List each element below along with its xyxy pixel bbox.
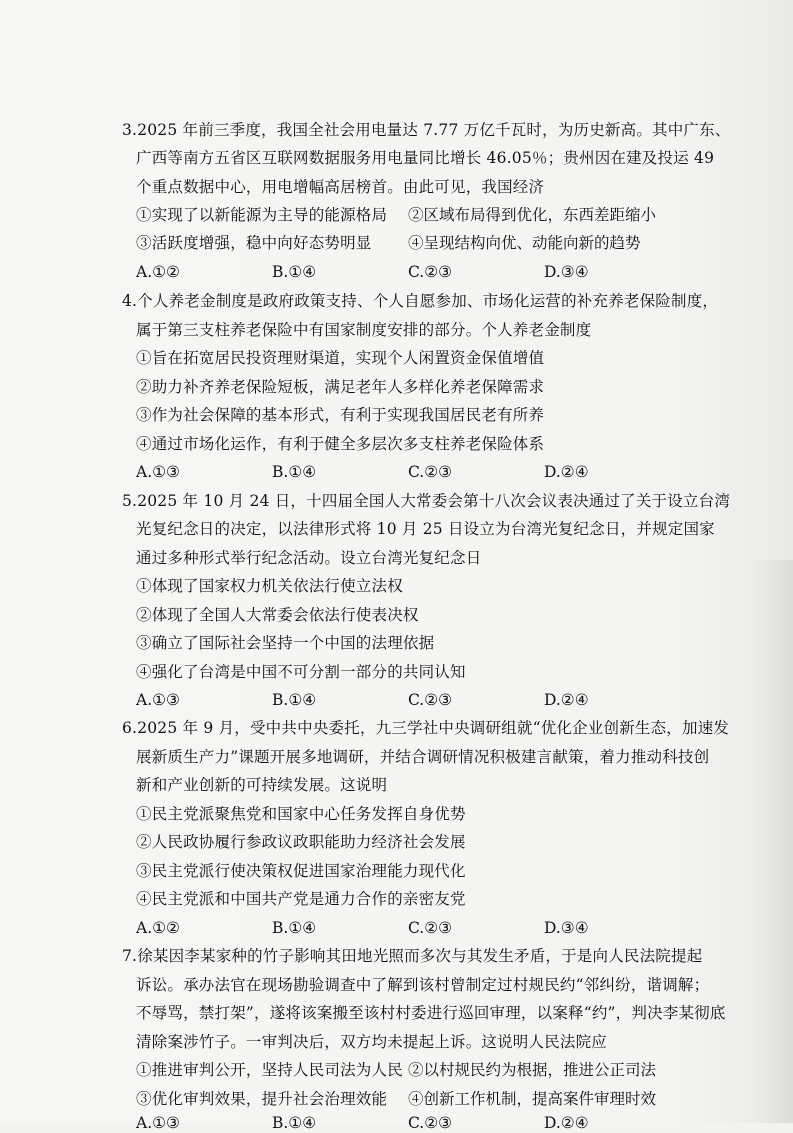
option-3: ③民主党派行使决策权促进国家治理能力现代化: [136, 862, 466, 880]
option-2: ②以村规民约为根据，推进公正司法: [408, 1061, 657, 1079]
option-4: ④通过市场化运作，有利于健全多层次多支柱养老保险体系: [136, 435, 545, 453]
choice-a: A.①③: [136, 463, 180, 481]
question-stem-line: 7.徐某因李某家种的竹子影响其田地光照而多次与其发生矛盾，于是向人民法院提起: [122, 947, 703, 965]
choice-d: D.②④: [544, 463, 589, 481]
option-4: ④创新工作机制，提高案件审理时效: [408, 1090, 657, 1108]
choice-b: B.①④: [272, 919, 317, 937]
option-1: ①实现了以新能源为主导的能源格局: [136, 206, 388, 224]
question-stem-line: 4.个人养老金制度是政府政策支持、个人自愿参加、市场化运营的补充养老保险制度，: [122, 292, 719, 310]
option-1: ①体现了国家权力机关依法行使立法权: [136, 577, 403, 595]
question-stem-line: 6.2025 年 9 月，受中共中央委托，九三学社中央调研组就“优化企业创新生态，加速发: [122, 719, 730, 737]
choice-c: C.②③: [408, 463, 453, 481]
option-4: ④民主党派和中国共产党是通力合作的亲密友党: [136, 890, 466, 908]
option-2: ②体现了全国人大常委会依法行使表决权: [136, 606, 419, 624]
option-3: ③作为社会保障的基本形式，有利于实现我国居民老有所养: [136, 406, 545, 424]
choice-a: A.①②: [136, 919, 180, 937]
page-edge-shadow: [753, 560, 793, 1123]
question-stem-line: 光复纪念日的决定，以法律形式将 10 月 25 日设立为台湾光复纪念日，并规定国家: [136, 520, 715, 538]
option-3: ③活跃度增强，稳中向好态势明显: [136, 234, 372, 252]
option-2: ②区域布局得到优化，东西差距缩小: [408, 206, 657, 224]
choice-d: D.②④: [544, 1114, 589, 1132]
choice-c: C.②③: [408, 263, 453, 281]
choice-d: D.②④: [544, 691, 589, 709]
choice-a: A.①③: [136, 1114, 180, 1132]
option-4: ④强化了台湾是中国不可分割一部分的共同认知: [136, 663, 466, 681]
question-stem-line: 属于第三支柱养老保险中有国家制度安排的部分。个人养老金制度: [136, 321, 592, 339]
choice-c: C.②③: [408, 1114, 453, 1132]
question-stem-line: 3.2025 年前三季度，我国全社会用电量达 7.77 万亿千瓦时，为历史新高。其中广东、: [122, 121, 731, 139]
choice-b: B.①④: [272, 463, 317, 481]
choice-b: B.①④: [272, 691, 317, 709]
option-4: ④呈现结构向优、动能向新的趋势: [408, 234, 641, 252]
option-2: ②助力补齐养老保险短板，满足老年人多样化养老保障需求: [136, 378, 545, 396]
option-1: ①民主党派聚焦党和国家中心任务发挥自身优势: [136, 805, 466, 823]
question-stem-line: 清除案涉竹子。一审判决后，双方均未提起上诉。这说明人民法院应: [136, 1033, 608, 1051]
option-3: ③优化审判效果，提升社会治理效能: [136, 1090, 388, 1108]
choice-d: D.③④: [544, 263, 589, 281]
question-stem-line: 广西等南方五省区互联网数据服务用电量同比增长 46.05％；贵州因在建及投运 49: [136, 149, 715, 167]
question-stem-line: 通过多种形式举行纪念活动。设立台湾光复纪念日: [136, 549, 482, 567]
choice-d: D.③④: [544, 919, 589, 937]
choice-c: C.②③: [408, 691, 453, 709]
question-stem-line: 个重点数据中心，用电增幅高居榜首。由此可见，我国经济: [136, 178, 545, 196]
choice-b: B.①④: [272, 263, 317, 281]
option-3: ③确立了国际社会坚持一个中国的法理依据: [136, 634, 435, 652]
choice-c: C.②③: [408, 919, 453, 937]
question-stem-line: 不辱骂，禁打架”，遂将该案搬至该村村委进行巡回审理，以案释“约”，判决李某彻底: [136, 1004, 726, 1022]
option-1: ①旨在拓宽居民投资理财渠道，实现个人闲置资金保值增值: [136, 349, 545, 367]
option-1: ①推进审判公开，坚持人民司法为人民: [136, 1061, 403, 1079]
question-stem-line: 诉讼。承办法官在现场勘验调查中了解到该村曾制定过村规民约“邻纠纷，谐调解；: [136, 976, 710, 994]
option-2: ②人民政协履行参政议政职能助力经济社会发展: [136, 833, 466, 851]
choice-a: A.①③: [136, 691, 180, 709]
choice-b: B.①④: [272, 1114, 317, 1132]
question-stem-line: 5.2025 年 10 月 24 日，十四届全国人大常委会第十八次会议表决通过了关于设立台湾: [122, 492, 731, 510]
question-stem-line: 新和产业创新的可持续发展。这说明: [136, 776, 388, 794]
choice-a: A.①②: [136, 263, 180, 281]
question-stem-line: 展新质生产力”课题开展多地调研，并结合调研情况积极建言献策，着力推动科技创: [136, 748, 710, 766]
